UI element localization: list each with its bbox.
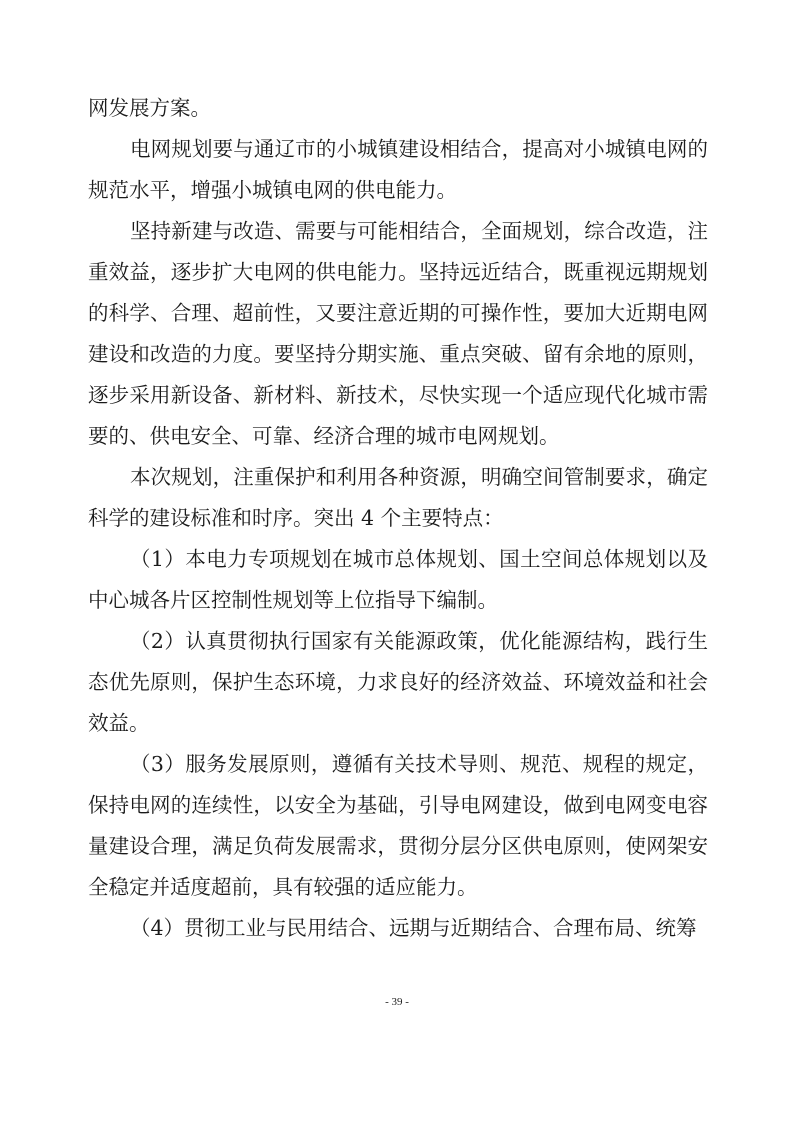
paragraph: 电网规划要与通辽市的小城镇建设相结合，提高对小城镇电网的规范水平，增强小城镇电网的供电能力。 bbox=[88, 137, 708, 202]
document-body bbox=[88, 88, 708, 949]
paragraph: 本次规划，注重保护和利用各种资源，明确空间管制要求，确定科学的建设标准和时序。突出 4 个主要特点： bbox=[88, 465, 708, 530]
list-item-1: （1）本电力专项规划在城市总体规划、国土空间总体规划以及中心城各片区控制性规划等上位指导下编制。 bbox=[88, 547, 708, 612]
list-item-2: （2）认真贯彻执行国家有关能源政策，优化能源结构，践行生态优先原则，保护生态环境，力求良好的经济效益、环境效益和社会效益。 bbox=[88, 629, 708, 735]
paragraph-continuation: 网发展方案。 bbox=[88, 96, 211, 120]
list-item-4: （4）贯彻工业与民用结合、远期与近期结合、合理布局、统筹 bbox=[130, 916, 697, 940]
list-item-3: （3）服务发展原则，遵循有关技术导则、规范、规程的规定，保持电网的连续性，以安全为基础，引导电网建设，做到电网变电容量建设合理，满足负荷发展需求，贯彻分层分区供电原则，使网架安全稳定并适度超前，具有较强的适应能力。 bbox=[88, 752, 708, 899]
page-number: - 39 - bbox=[385, 996, 409, 1008]
paragraph: 坚持新建与改造、需要与可能相结合，全面规划，综合改造，注重效益，逐步扩大电网的供电能力。坚持远近结合，既重视远期规划的科学、合理、超前性，又要注意近期的可操作性，要加大近期电网建设和改造的力度。要坚持分期实施、重点突破、留有余地的原则，逐步采用新设备、新材料、新技术，尽快实现一个适应现代化城市需要的、供电安全、可靠、经济合理的城市电网规划。 bbox=[88, 219, 708, 448]
